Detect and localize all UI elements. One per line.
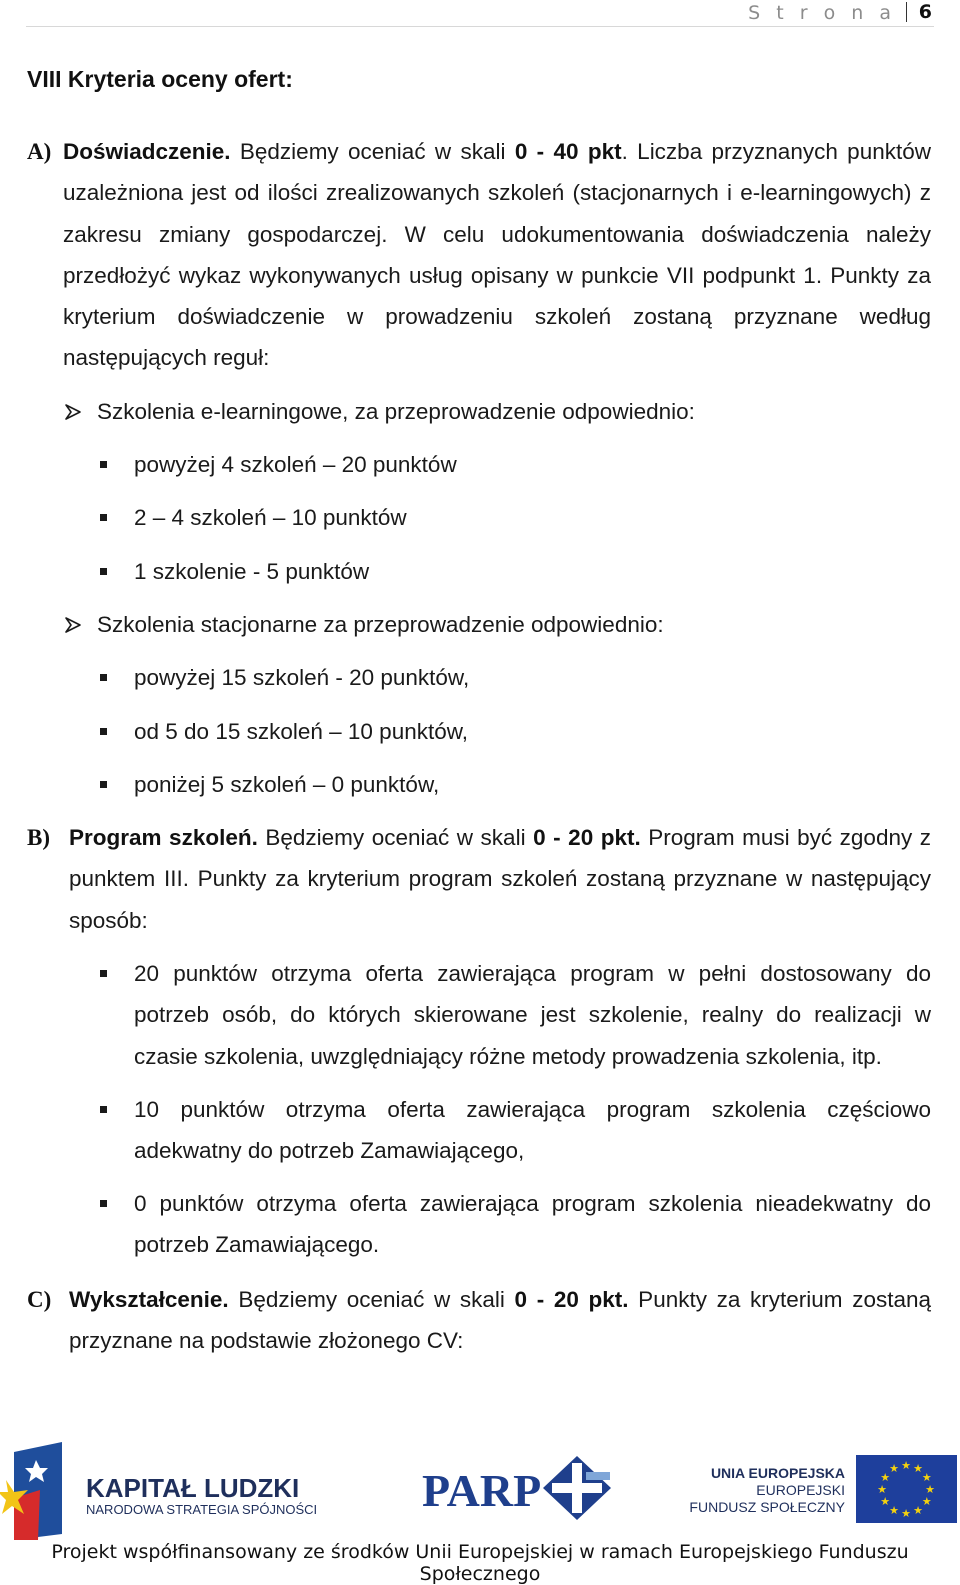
square-bullet-icon (100, 461, 107, 468)
eu-star-icon: ★ (921, 1495, 932, 1508)
criterion-c-letter: C) (27, 1287, 52, 1312)
square-bullet-icon (100, 728, 107, 735)
list-item: 10 punktów otrzyma oferta zawierająca program szkolenia częściowo adekwatny do potrzeb Zamawiającego, (134, 1097, 931, 1164)
criterion-b-letter: B) (27, 825, 50, 850)
square-bullet-icon (100, 1106, 107, 1113)
parp-logo (422, 1456, 611, 1520)
logo-strip (0, 1438, 960, 1548)
group-label: Szkolenia stacjonarne za przeprowadzenie odpowiednio: (97, 612, 664, 637)
list-item: 1 szkolenie - 5 punktów (134, 559, 370, 584)
criterion-c-paragraph (69, 1279, 931, 1362)
eu-flag-logo (856, 1455, 957, 1523)
criterion-c-scale: 0 - 20 pkt. (514, 1287, 629, 1312)
arrow-bullet-icon (64, 403, 82, 421)
criterion-b-text1: Będziemy oceniać w skali (257, 825, 534, 850)
list-item: 2 – 4 szkoleń – 10 punktów (134, 505, 407, 530)
eu-fund-text (689, 1465, 845, 1515)
footer-text: Projekt współfinansowany ze środków Unii Europejskiej w ramach Europejskiego Funduszu Społecznego (51, 1541, 909, 1585)
list-item: powyżej 4 szkoleń – 20 punktów (134, 452, 457, 477)
square-bullet-icon (100, 1200, 107, 1207)
group-label: Szkolenia e-learningowe, za przeprowadzenie odpowiednio: (97, 399, 695, 424)
eu-star-icon: ★ (925, 1483, 935, 1496)
list-item: 20 punktów otrzyma oferta zawierająca program w pełni dostosowany do potrzeb osób, do których skierowane jest szkolenie, realny do realizacji w czasie szkolenia, uwzględniający różne metody prowadzenia szkolenia, itp. (134, 961, 931, 1069)
square-bullet-icon (100, 568, 107, 575)
kapital-ludzki-logo (0, 1442, 317, 1540)
list-item: poniżej 5 szkoleń – 0 punktów, (134, 772, 440, 797)
criterion-a-scale: 0 - 40 pkt (514, 139, 622, 164)
criterion-a-lead: Doświadczenie. (63, 139, 231, 164)
criterion-a-text2: . Liczba przyznanych punktów uzależniona jest od ilości zrealizowanych szkoleń (stacjonarnych i e-learningowych) z zakresu zmiany gospodarczej. W celu udokumentowania doświadczenia należy przedłożyć wykaz wykonywanych usług opisany w punkcie VII podpunkt 1. Punkty za kryterium doświadczenie w prowadzeniu szkoleń zostaną przyznane według następujących reguł: (63, 139, 931, 371)
criterion-c-lead: Wykształcenie. (69, 1287, 229, 1312)
kapital-ludzki-subtitle: NARODOWA STRATEGIA SPÓJNOŚCI (86, 1502, 318, 1517)
header-separator (906, 2, 907, 22)
section-title: VIII Kryteria oceny ofert: (27, 66, 293, 92)
eu-star-icon: ★ (877, 1483, 887, 1496)
list-item: od 5 do 15 szkoleń – 10 punktów, (134, 719, 468, 744)
square-bullet-icon (100, 970, 107, 977)
eu-star-icon: ★ (880, 1495, 891, 1508)
list-item: powyżej 15 szkoleń - 20 punktów, (134, 665, 470, 690)
criterion-a-text1: Będziemy oceniać w skali (230, 139, 515, 164)
criterion-b-scale: 0 - 20 pkt. (533, 825, 641, 850)
eu-star-icon: ★ (913, 1462, 923, 1476)
header-page-number: 6 (918, 1, 932, 23)
eu-line-1: UNIA EUROPEJSKA (710, 1465, 845, 1481)
arrow-bullet-icon (64, 616, 82, 634)
square-bullet-icon (100, 514, 107, 521)
eu-line-2: EUROPEJSKI (756, 1482, 845, 1498)
square-bullet-icon (100, 674, 107, 681)
eu-star-icon: ★ (889, 1503, 899, 1517)
criterion-a-letter: A) (27, 139, 52, 164)
criterion-c-text2: Punkty za kryterium zostaną przyznane na podstawie złożonego CV: (69, 1287, 931, 1354)
criterion-b-text2: Program musi być zgodny z punktem III. Punkty za kryterium program szkoleń zostaną przyznane w następujący sposób: (69, 825, 932, 933)
eu-star-icon: ★ (889, 1462, 899, 1476)
header-page-word: S t r o n a (748, 2, 896, 24)
page-header (26, 0, 934, 27)
eu-star-icon: ★ (921, 1471, 932, 1484)
parp-text: PARP (422, 1465, 542, 1516)
footer-logos (0, 1438, 960, 1548)
eu-star-icon: ★ (901, 1459, 911, 1472)
eu-star-icon: ★ (880, 1471, 891, 1484)
criterion-a-paragraph (63, 131, 931, 379)
eu-line-3: FUNDUSZ SPOŁECZNY (689, 1499, 845, 1515)
eu-star-icon: ★ (913, 1503, 923, 1517)
list-item: 0 punktów otrzyma oferta zawierająca program szkolenia nieadekwatny do potrzeb Zamawiającego. (134, 1191, 931, 1258)
square-bullet-icon (100, 781, 107, 788)
eu-star-icon: ★ (901, 1507, 911, 1520)
criterion-c-text1: Będziemy oceniać w skali (228, 1287, 515, 1312)
kapital-ludzki-title: KAPITAŁ LUDZKI (86, 1473, 300, 1503)
criterion-b-paragraph (69, 817, 931, 941)
criterion-b-lead: Program szkoleń. (69, 825, 258, 850)
